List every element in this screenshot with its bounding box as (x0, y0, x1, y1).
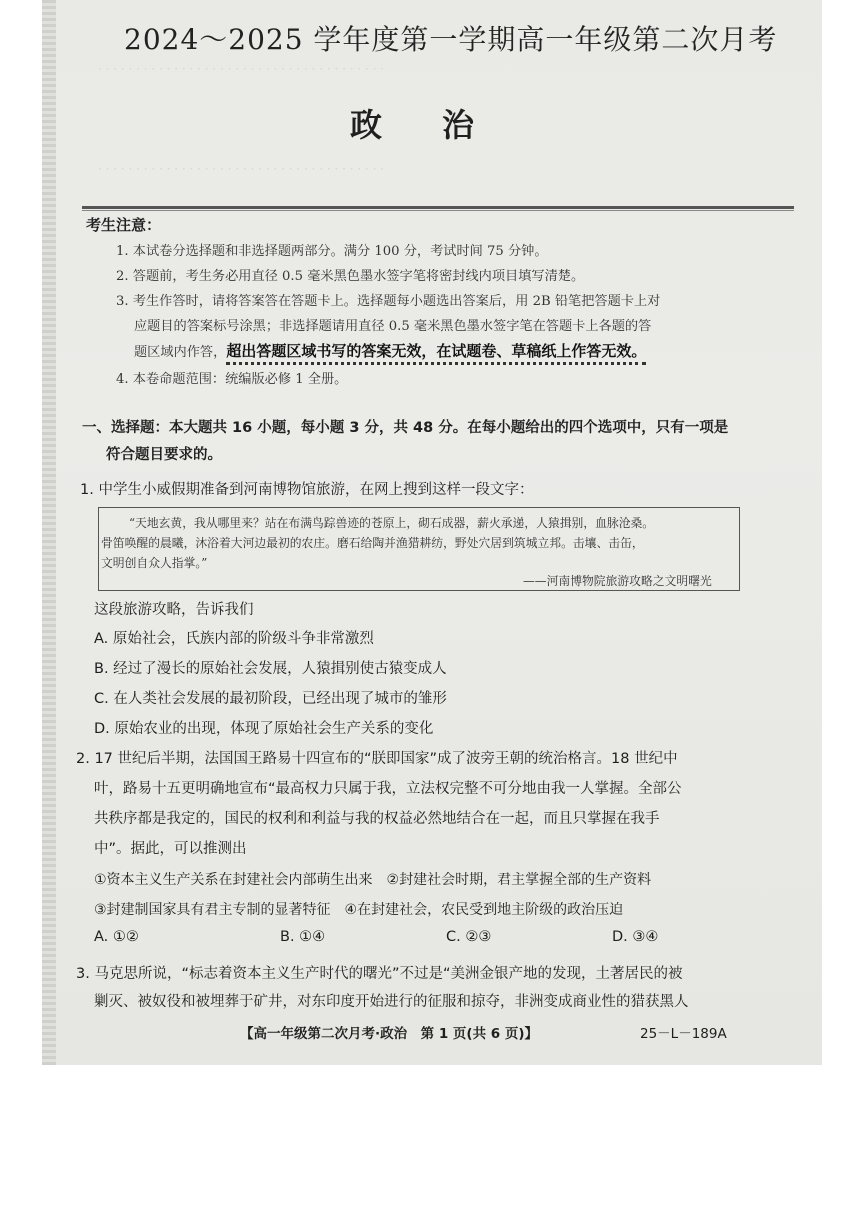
question-2-choice: B. ①④ (280, 929, 326, 945)
question-2-choice: C. ②③ (446, 929, 492, 945)
question-1-option: D. 原始农业的出现，体现了原始社会生产关系的变化 (94, 721, 434, 737)
question-2-line: 2. 17 世纪后半期，法国国王路易十四宣布的“朕即国家”成了波旁王朝的统治格言。18 世纪中 (76, 751, 678, 767)
notice-item: 2. 答题前，考生务必用直径 0.5 毫米黑色墨水签字笔将密封线内项目填写清楚。 (116, 269, 585, 284)
exam-title: 2024～2025 学年度第一学期高一年级第二次月考 (124, 23, 778, 56)
paper-code: 25－L－189A (640, 1026, 727, 1042)
notice-item: 4. 本卷命题范围：统编版必修 1 全册。 (116, 372, 348, 387)
page-footer: 【高一年级第二次月考·政治 第 1 页(共 6 页)】 (240, 1026, 539, 1042)
quote-source: ——河南博物院旅游攻略之文明曙光 (523, 574, 712, 588)
question-1-stem: 1. 中学生小威假期准备到河南博物馆旅游，在网上搜到这样一段文字： (80, 482, 534, 498)
notice-item: 应题目的答案标号涂黑；非选择题请用直径 0.5 毫米黑色墨水签字笔在答题卡上各题的答 (134, 319, 652, 334)
notice-emphasis: 超出答题区域书写的答案无效，在试题卷、草稿纸上作答无效。 (226, 342, 646, 365)
photographed-page (42, 0, 822, 1065)
question-2-line: 叶，路易十五更明确地宣布“最高权力只属于我，立法权完整不可分地由我一人掌握。全部公 (94, 781, 682, 797)
quote-line: “天地玄黄，我从哪里来？站在布满鸟踪兽迹的苍原上，砌石成器，薪火承递，人猿揖别，血脉沧桑。 (129, 516, 655, 530)
question-2-statement: ①资本主义生产关系在封建社会内部萌生出来 ②封建社会时期，君主掌握全部的生产资料 (94, 872, 652, 888)
subject-title: 政治 (350, 106, 535, 144)
question-2-choice: D. ③④ (612, 929, 659, 945)
bleed-through-text: · · · · · · · · · · · · · · · · · · · · · · · · · · · · · · · · · · · · · · (98, 162, 385, 176)
question-3-line: 3. 马克思所说，“标志着资本主义生产时代的曙光”不过是“美洲金银产地的发现，土著居民的被 (76, 966, 683, 982)
bleed-through-text: · · · · · · · · · · · · · · · · · · · · · · · · · · · · · · · · · · · · · · (98, 62, 385, 76)
question-2-line: 中”。据此，可以推测出 (94, 841, 247, 857)
question-2-statement: ③封建制国家具有君主专制的显著特征 ④在封建社会，农民受到地主阶级的政治压迫 (94, 902, 624, 918)
question-2-choice: A. ①② (94, 929, 139, 945)
section-heading: 一、选择题：本大题共 16 小题，每小题 3 分，共 48 分。在每小题给出的四个选项中，只有一项是 (82, 420, 729, 436)
question-1-option: B. 经过了漫长的原始社会发展，人猿揖别使古猿变成人 (94, 661, 447, 677)
notice-heading: 考生注意： (86, 216, 162, 234)
question-1-option: C. 在人类社会发展的最初阶段，已经出现了城市的雏形 (94, 691, 447, 707)
notice-item: 3. 考生作答时，请将答案答在答题卡上。选择题每小题选出答案后，用 2B 铅笔把答题卡上对 (116, 294, 661, 309)
notice-item: 1. 本试卷分选择题和非选择题两部分。满分 100 分，考试时间 75 分钟。 (116, 244, 548, 259)
section-heading-cont: 符合题目要求的。 (106, 447, 222, 463)
quote-line: 骨笛唤醒的晨曦，沐浴着大河边最初的农庄。磨石给陶并渔猎耕纺，野处穴居到筑城立邦。击壤、击缶， (101, 536, 644, 550)
notice-text: 题区域内作答， (134, 345, 227, 360)
question-2-line: 共秩序都是我定的，国民的权利和利益与我的权益必然地结合在一起，而且只掌握在我手 (94, 811, 660, 827)
header-divider (82, 206, 794, 209)
quote-box (98, 507, 740, 591)
header-divider-thin (82, 210, 794, 211)
notice-item-partial (134, 340, 646, 361)
question-1-prompt: 这段旅游攻略，告诉我们 (94, 602, 254, 618)
quote-line: 文明创自众人指掌。” (101, 556, 208, 570)
page-binding-edge (42, 0, 56, 1065)
question-3-line: 剿灭、被奴役和被埋葬于矿井，对东印度开始进行的征服和掠夺，非洲变成商业性的猎获黑人 (94, 994, 689, 1010)
question-1-option: A. 原始社会，氏族内部的阶级斗争非常激烈 (94, 631, 374, 647)
